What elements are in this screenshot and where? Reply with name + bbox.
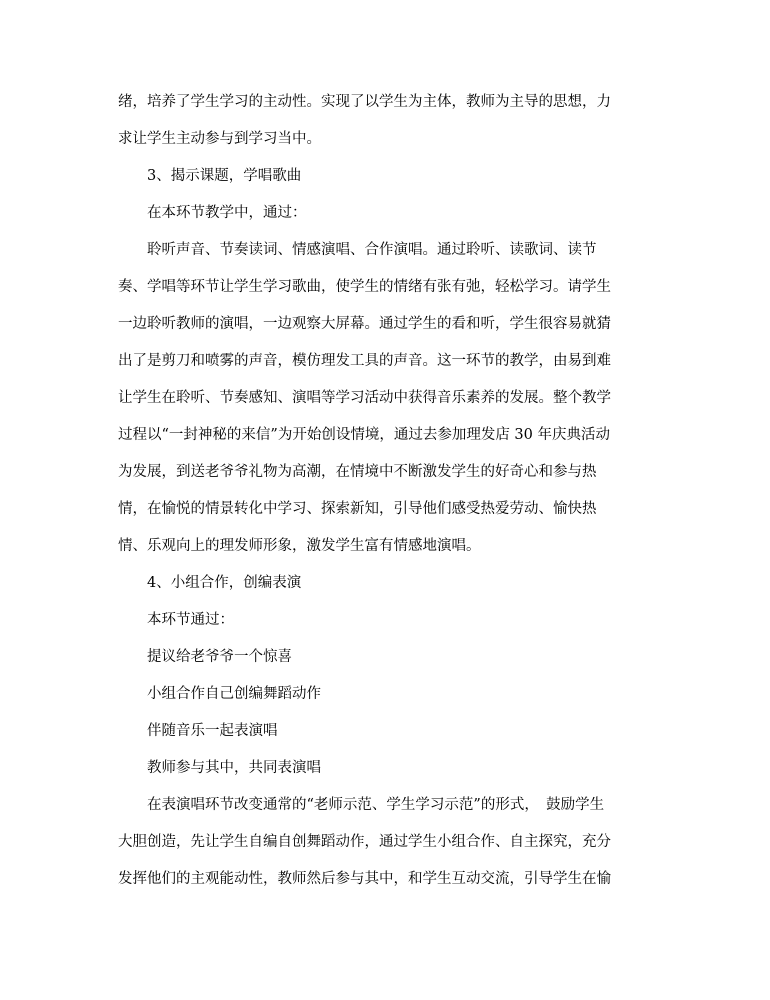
text-line: 聆听声音、节奏读词、情感演唱、合作演唱。通过聆听、读歌词、读节 <box>147 242 597 258</box>
text-line: 奏、学唱等环节让学生学习歌曲，使学生的情绪有张有弛，轻松学习。请学生 <box>118 279 611 295</box>
text-line: 一边聆听教师的演唱，一边观察大屏幕。通过学生的看和听，学生很容易就猜 <box>118 316 611 332</box>
text-line: 在表演唱环节改变通常的“老师示范、学生学习示范”的形式， 鼓励学生 <box>147 797 605 813</box>
text-line: 出了是剪刀和喷雾的声音，模仿理发工具的声音。这一环节的教学，由易到难 <box>118 353 611 369</box>
text-line: 大胆创造，先让学生自编自创舞蹈动作，通过学生小组合作、自主探究，充分 <box>118 834 611 850</box>
text-line: 发挥他们的主观能动性，教师然后参与其中，和学生互动交流，引导学生在愉 <box>118 871 611 887</box>
text-line: 绪，培养了学生学习的主动性。实现了以学生为主体，教师为主导的思想，力 <box>118 94 611 110</box>
text-line: 求让学生主动参与到学习当中。 <box>118 131 321 147</box>
text-line: 情，在愉悦的情景转化中学习、探索新知，引导他们感受热爱劳动、愉快热 <box>118 501 597 517</box>
text-line: 本环节通过： <box>147 612 234 628</box>
text-line: 让学生在聆听、节奏感知、演唱等学习活动中获得音乐素养的发展。整个教学 <box>118 390 611 406</box>
text-line: 在本环节教学中，通过： <box>147 205 307 221</box>
list-item: 教师参与其中，共同表演唱 <box>147 760 321 776</box>
section-heading: 4、小组合作，创编表演 <box>147 575 302 591</box>
text-line: 为发展，到送老爷爷礼物为高潮，在情境中不断激发学生的好奇心和参与热 <box>118 464 597 480</box>
text-line: 情、乐观向上的理发师形象，激发学生富有情感地演唱。 <box>118 538 481 554</box>
list-item: 小组合作自己创编舞蹈动作 <box>147 686 321 702</box>
section-heading: 3、揭示课题，学唱歌曲 <box>147 168 302 184</box>
list-item: 提议给老爷爷一个惊喜 <box>147 649 292 665</box>
list-item: 伴随音乐一起表演唱 <box>147 723 278 739</box>
text-line: 过程以“一封神秘的来信”为开始创设情境，通过去参加理发店 30 年庆典活动 <box>118 427 610 443</box>
